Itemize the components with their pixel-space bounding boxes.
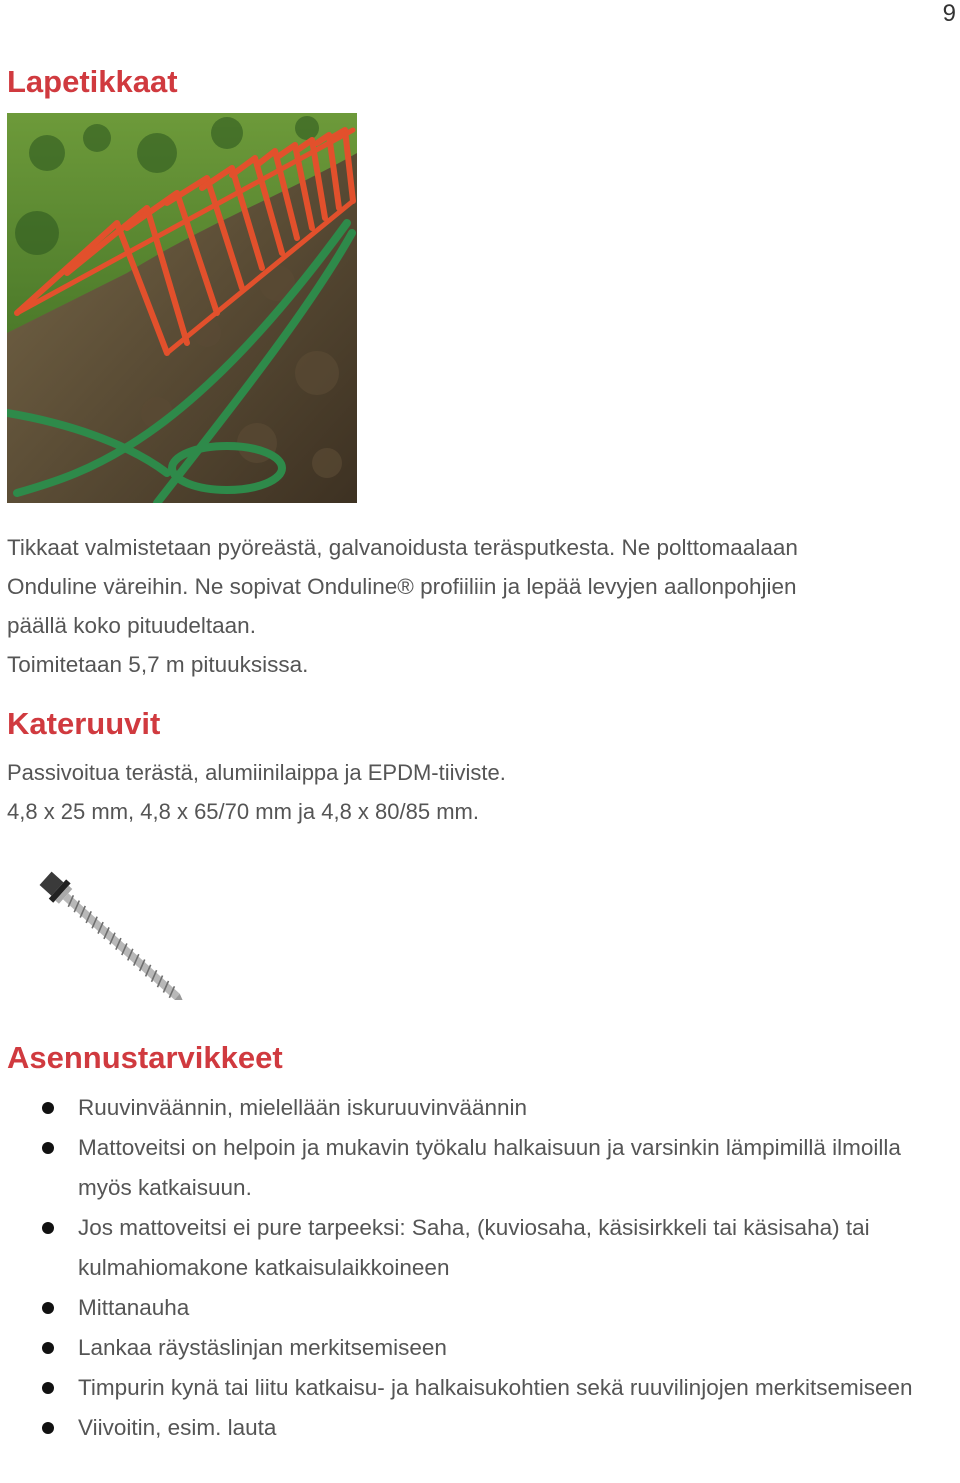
list-item: Lankaa räystäslinjan merkitsemiseen bbox=[0, 1328, 960, 1368]
tools-list bbox=[0, 1088, 960, 1448]
description-line: Tikkaat valmistetaan pyöreästä, galvanoidusta teräsputkesta. Ne polttomaalaan bbox=[7, 535, 798, 560]
bullet-icon bbox=[42, 1142, 54, 1154]
description-line: Onduline väreihin. Ne sopivat Onduline® profiiliin ja lepää levyjen aallonpohjien bbox=[7, 574, 797, 599]
page-number: 9 bbox=[942, 0, 956, 27]
list-item: Ruuvinväännin, mielellään iskuruuvinväännin bbox=[0, 1088, 960, 1128]
roof-ladder-photo bbox=[7, 113, 357, 503]
list-item: Mattoveitsi on helpoin ja mukavin työkalu halkaisuun ja varsinkin lämpimillä ilmoilla myös katkaisuun. bbox=[0, 1128, 960, 1208]
bullet-icon bbox=[42, 1302, 54, 1314]
bullet-icon bbox=[42, 1102, 54, 1114]
lapetikkaat-description bbox=[7, 528, 947, 684]
bullet-icon bbox=[42, 1422, 54, 1434]
list-item: Timpurin kynä tai liitu katkaisu- ja halkaisukohtien sekä ruuvilinjojen merkitsemiseen bbox=[0, 1368, 960, 1408]
bullet-icon bbox=[42, 1342, 54, 1354]
description-line: Toimitetaan 5,7 m pituuksissa. bbox=[7, 652, 309, 677]
section-title-kateruuvit: Kateruuvit bbox=[7, 706, 161, 741]
bullet-icon bbox=[42, 1222, 54, 1234]
list-item: Viivoitin, esim. lauta bbox=[0, 1408, 960, 1448]
description-line: 4,8 x 25 mm, 4,8 x 65/70 mm ja 4,8 x 80/85 mm. bbox=[7, 799, 479, 824]
list-item: Jos mattoveitsi ei pure tarpeeksi: Saha, (kuviosaha, käsisirkkeli tai käsisaha) tai kulmahiomakone katkaisulaikkoineen bbox=[0, 1208, 960, 1288]
description-line: Passivoitua terästä, alumiinilaippa ja EPDM-tiiviste. bbox=[7, 760, 506, 785]
bullet-icon bbox=[42, 1382, 54, 1394]
description-line: päällä koko pituudeltaan. bbox=[7, 613, 256, 638]
kateruuvit-description bbox=[7, 753, 506, 831]
section-title-lapetikkaat: Lapetikkaat bbox=[7, 64, 178, 99]
roofing-screw-image bbox=[35, 870, 185, 1000]
section-title-asennustarvikkeet: Asennustarvikkeet bbox=[7, 1040, 283, 1075]
list-item: Mittanauha bbox=[0, 1288, 960, 1328]
